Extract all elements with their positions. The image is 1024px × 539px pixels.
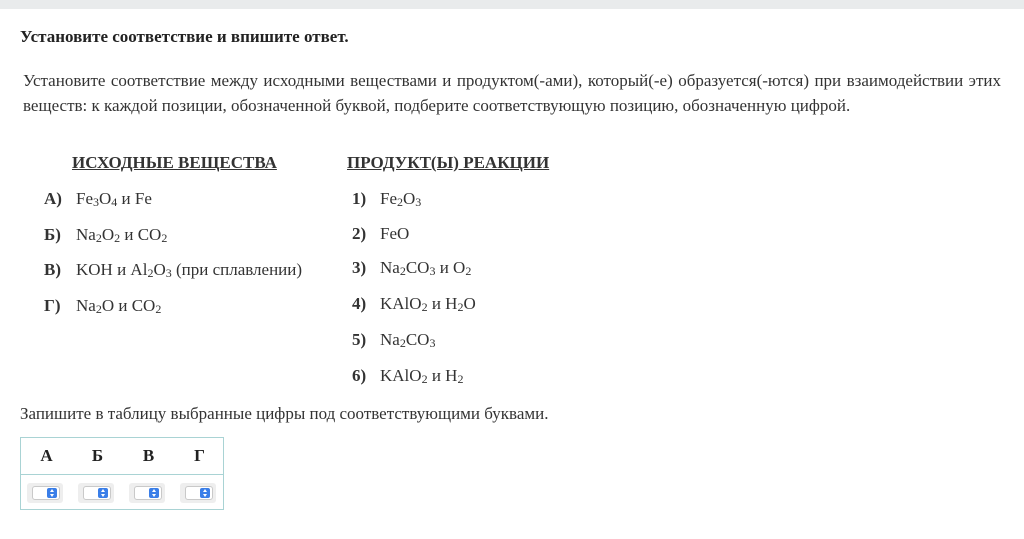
answer-select-g[interactable] [180, 483, 216, 503]
answer-header-a: А [40, 446, 53, 465]
reactant-text: $Na_2O$ и $CO_2$ [76, 296, 162, 316]
answer-header-b: Б [91, 446, 104, 465]
product-label: 5) [352, 330, 367, 349]
reactant-label: В) [44, 260, 61, 279]
products-column-title: ПРОДУКТ(Ы) РЕАКЦИИ [347, 153, 550, 172]
reactants-column-title: ИСХОДНЫЕ ВЕЩЕСТВА [72, 153, 277, 172]
answer-select-v[interactable] [129, 483, 165, 503]
reactant-text: $Fe_3O_4$ и Fe [76, 189, 152, 209]
answer-select-b[interactable] [78, 483, 114, 503]
top-bar [0, 0, 1024, 9]
product-text: KAlO$_2$ и $H_2O$ [380, 294, 476, 314]
product-text: KAlO$_2$ и $H_2$ [380, 366, 464, 386]
answer-table-header [21, 438, 223, 475]
reactant-label: Б) [44, 225, 61, 244]
reactant-label: Г) [44, 296, 61, 315]
product-text: $Na_2CO_3$ [380, 330, 436, 350]
reactant-text: KOH и $Al_2O_3$ (при сплавлении) [76, 260, 303, 280]
select-updown-icon [149, 488, 159, 498]
product-label: 3) [352, 258, 367, 277]
select-updown-icon [200, 488, 210, 498]
reactant-label: А) [44, 189, 62, 208]
answer-instruction: Запишите в таблицу выбранные цифры под соответствующими буквами. [20, 404, 549, 423]
product-label: 6) [352, 366, 367, 385]
select-updown-icon [47, 488, 57, 498]
product-label: 1) [352, 189, 367, 208]
select-field[interactable] [32, 486, 60, 500]
task-heading: Установите соответствие и впишите ответ. [20, 27, 349, 46]
product-label: 4) [352, 294, 367, 313]
task-description: Установите соответствие между исходными веществами и продуктом(-ами), который(-е) образуется(-ются) при взаимодействии этих веществ: к каждой позиции, обозначенной буквой, подберите соответствующую позицию, обозначенную цифрой. [23, 71, 1001, 115]
answer-header-v: В [142, 446, 155, 465]
select-field[interactable] [83, 486, 111, 500]
answer-table [20, 437, 224, 510]
reactant-text: $Na_2O_2$ и $CO_2$ [76, 225, 168, 245]
select-updown-icon [98, 488, 108, 498]
answer-header-g: Г [194, 446, 205, 465]
product-text: $Fe_2O_3$ [380, 189, 422, 209]
product-text: $Na_2CO_3$ и $O_2$ [380, 258, 472, 278]
answer-select-a[interactable] [27, 483, 63, 503]
product-label: 2) [352, 224, 367, 243]
select-field[interactable] [134, 486, 162, 500]
select-field[interactable] [185, 486, 213, 500]
product-text: FeO [380, 224, 410, 243]
